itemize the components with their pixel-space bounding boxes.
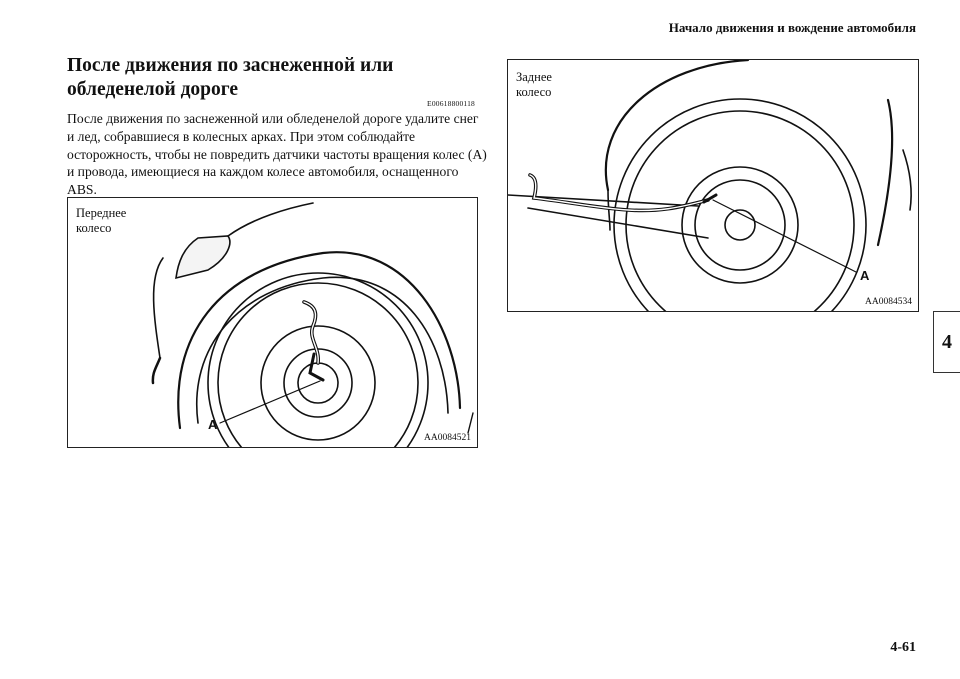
rear-callout-a: A (860, 268, 870, 283)
front-wheel-label: Переднее колесо (76, 206, 127, 235)
article-body: После движения по заснеженной или обледенелой дороге удалите снег и лед, собравшиеся в колесных арках. При этом соблюдайте осторожность, чтобы не повредить датчики частоты вращения колес (A) и провода, имеющиеся на каждом колесе автомобиля, оснащенного ABS. (67, 111, 487, 198)
rear-wheel-figure (507, 59, 919, 312)
front-figure-code: AA0084521 (424, 433, 471, 443)
rear-wheel-illustration (508, 60, 919, 312)
article-title: После движения по заснеженной или обледенелой дороге (67, 55, 394, 100)
front-wheel-figure (67, 197, 478, 448)
front-callout-a: A (208, 417, 218, 432)
front-wheel-illustration (68, 198, 478, 448)
rear-figure-code: AA0084534 (865, 297, 912, 307)
running-header: Начало движения и вождение автомобиля (668, 20, 916, 35)
rear-wheel-label: Заднее колесо (516, 70, 552, 99)
page-number: 4-61 (890, 640, 916, 655)
article-code: E00618800118 (427, 99, 475, 108)
chapter-tab: 4 (933, 311, 960, 373)
